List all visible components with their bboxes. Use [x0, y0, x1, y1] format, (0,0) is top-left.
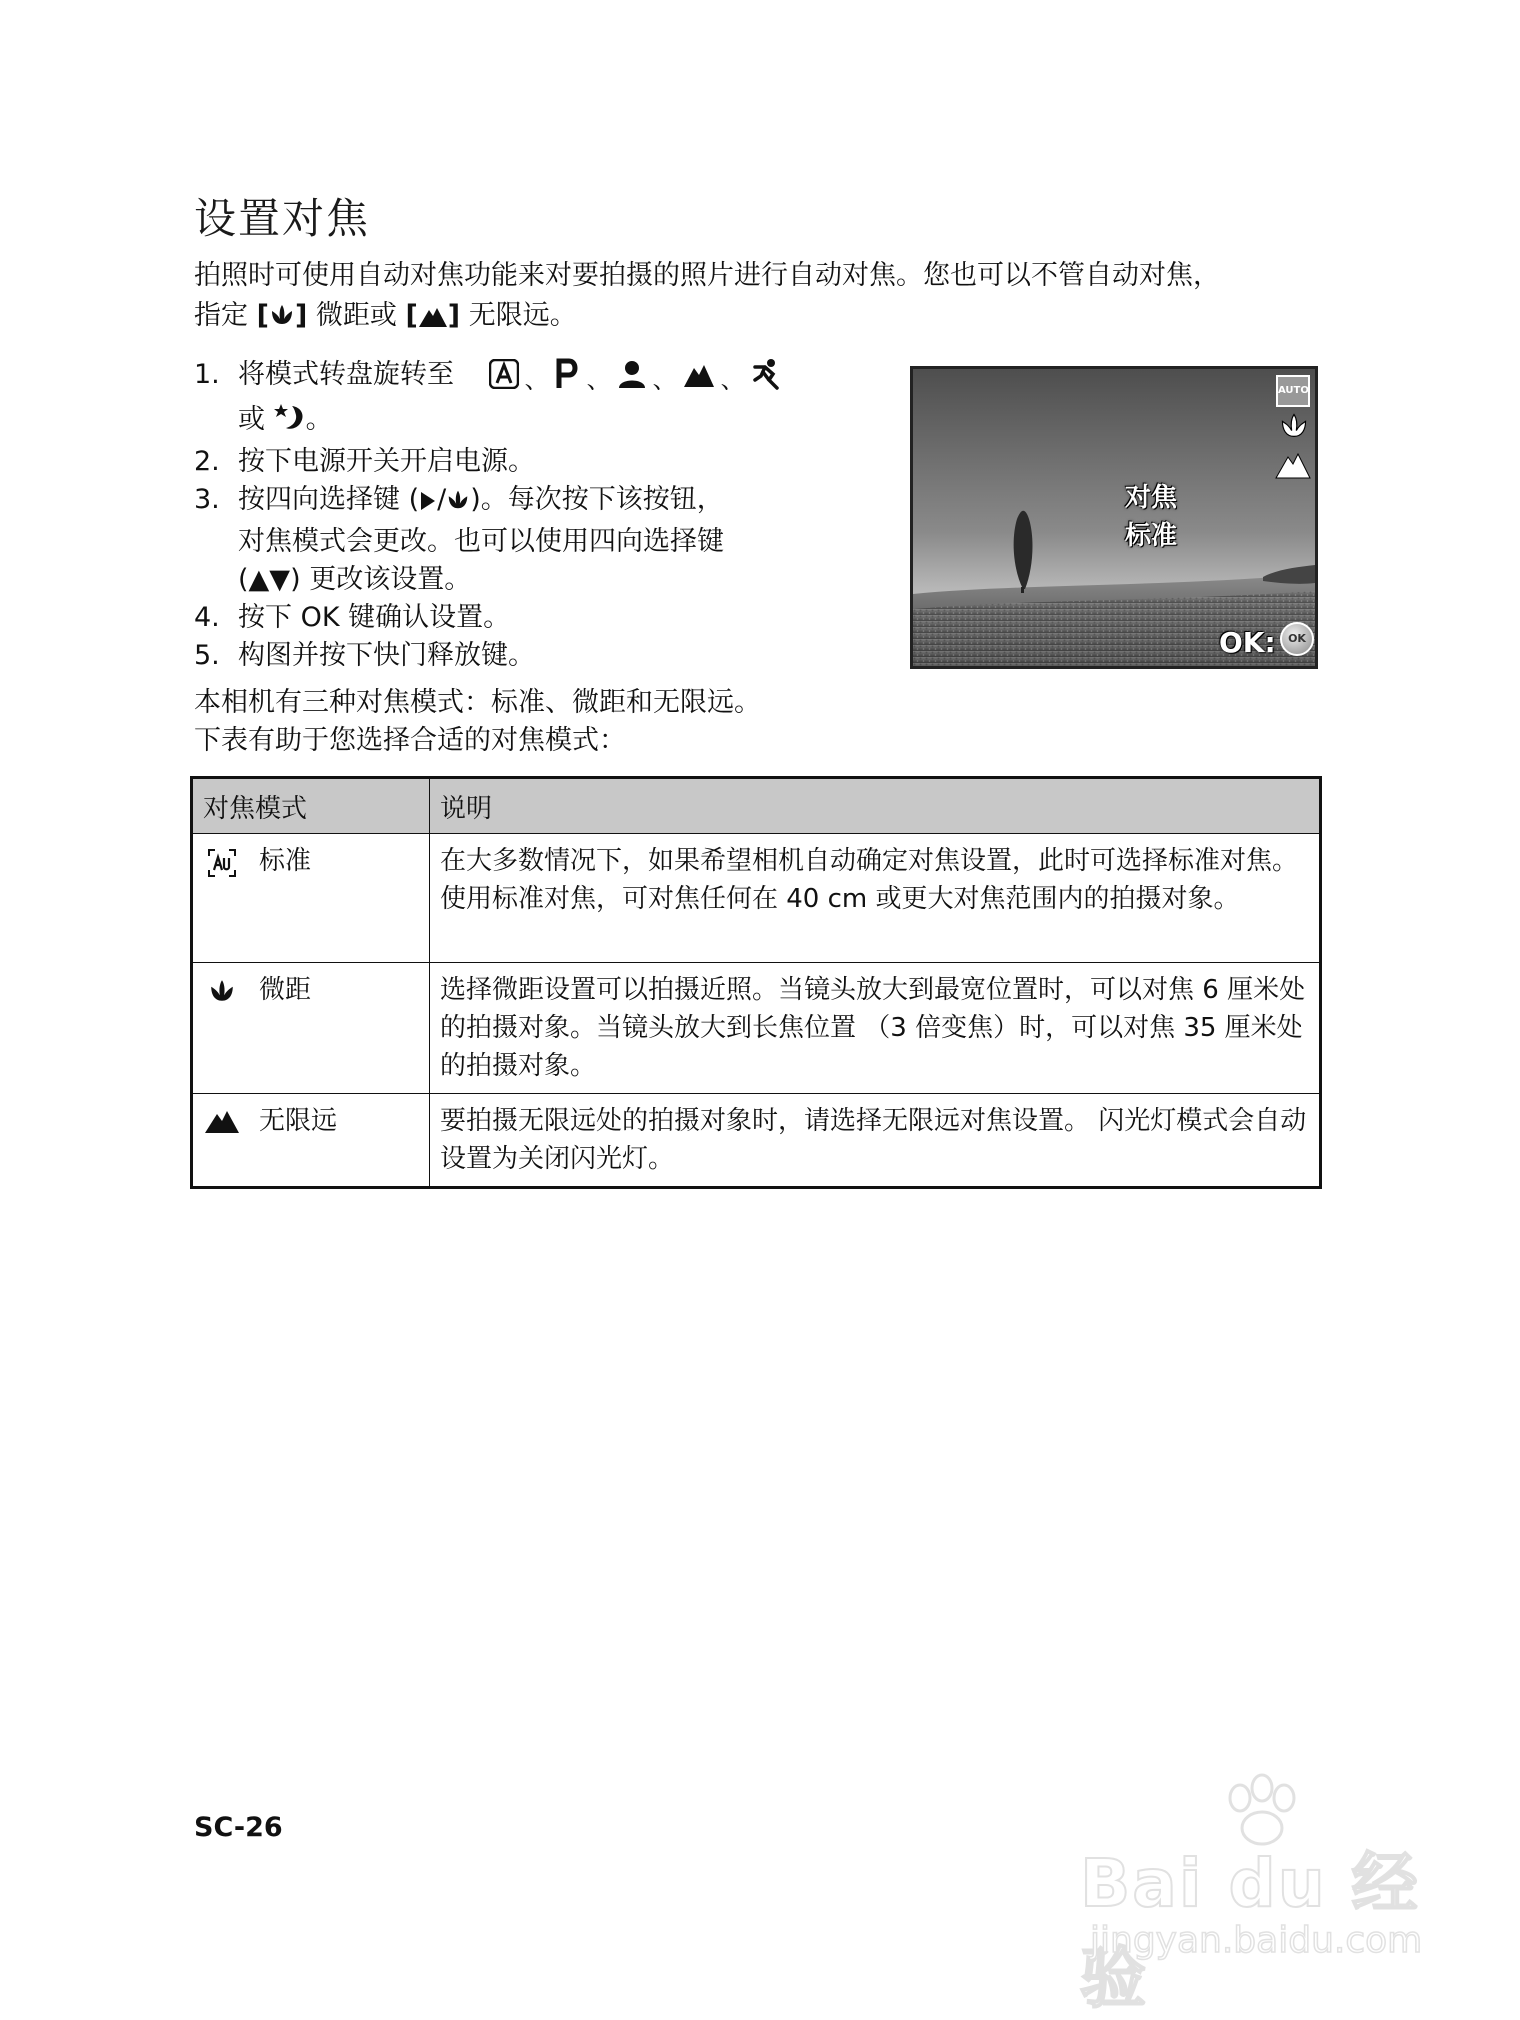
table-row [192, 834, 1321, 963]
intro-line-2 [194, 296, 1334, 340]
mode-icons [489, 358, 781, 401]
step-2-text: 按下电源开关开启电源。 [238, 446, 535, 477]
infinity-mountain-icon [203, 1102, 241, 1134]
paren-open: ( [238, 564, 249, 595]
bracket-close: ] [294, 300, 308, 331]
steps-list [194, 356, 894, 675]
intro-prefix: 指定 [194, 300, 257, 331]
step-3-line-2: 对焦模式会更改。也可以使用四向选择键 [238, 526, 724, 557]
camera-lcd-preview [910, 366, 1318, 669]
mode-description: 在大多数情况下，如果希望相机自动确定对焦设置，此时可选择标准对焦。使用标准对焦，可对焦任何在 40 cm 或更大对焦范围内的拍摄对象。 [430, 834, 1321, 963]
step-number: 4. [194, 602, 220, 633]
mode-name: 微距 [259, 975, 312, 1005]
separator: 、 [720, 365, 745, 394]
step-1-end: 。 [305, 404, 333, 435]
step-number: 1. [194, 359, 220, 390]
table-header-row [192, 778, 1321, 834]
bracket-open: [ [256, 300, 269, 331]
night-mode-icon [274, 402, 306, 443]
intro-suffix: 无限远。 [460, 300, 577, 331]
bracket-open-2: [ [405, 300, 418, 331]
page-title: 设置对焦 [194, 194, 371, 243]
step-1-text: 将模式转盘旋转至 [238, 359, 454, 390]
summary-line-1: 本相机有三种对焦模式：标准、微距和无限远。 [194, 687, 761, 718]
landscape-mode-icon [683, 360, 715, 399]
focus-mode-table [190, 776, 1322, 1189]
mode-description: 选择微距设置可以拍摄近照。当镜头放大到最宽位置时，可以对焦 6 厘米处的拍摄对象。当镜头放大到长焦位置 （3 倍变焦）时，可以对焦 35 厘米处的拍摄对象。 [430, 963, 1321, 1094]
step-number: 3. [194, 484, 220, 515]
macro-icon [1279, 411, 1309, 441]
step-5 [194, 637, 894, 675]
separator: 、 [652, 365, 677, 394]
step-number: 2. [194, 446, 220, 477]
portrait-mode-icon [617, 359, 647, 400]
mode-name: 标准 [259, 846, 312, 876]
slash: / [437, 484, 447, 515]
intro-macro-text: 微距或 [307, 300, 406, 331]
separator: 、 [524, 365, 549, 394]
table-row [192, 963, 1321, 1094]
auto-focus-icon [203, 842, 241, 878]
sports-mode-icon [751, 358, 781, 401]
ok-button-icon: OK [1280, 622, 1314, 656]
step-3 [194, 481, 894, 599]
ok-label: OK: [1219, 626, 1276, 659]
watermark-main: Bai du 经验 [1080, 1845, 1420, 2017]
auto-focus-badge: AUTO [1276, 375, 1310, 407]
macro-icon [203, 971, 241, 1005]
step-1-or: 或 [238, 404, 265, 435]
table-row [192, 1094, 1321, 1188]
step-2 [194, 443, 894, 481]
macro-icon [446, 485, 470, 523]
mode-description: 要拍摄无限远处的拍摄对象时，请选择无限远对焦设置。 闪光灯模式会自动设置为关闭闪光灯。 [430, 1094, 1321, 1188]
step-3-text-a: 按四向选择键 ( [238, 484, 420, 515]
mountain-icon [418, 300, 448, 340]
lcd-overlay-line-1: 对焦 [1124, 483, 1177, 513]
watermark-url: jingyan.baidu.com [1090, 1920, 1423, 1961]
mountain-icon [1275, 449, 1311, 479]
header-description: 说明 [430, 778, 1321, 834]
mode-name: 无限远 [259, 1106, 338, 1136]
step-3-text-b: )。每次按下该按钮， [470, 484, 724, 515]
step-1 [194, 356, 894, 443]
step-number: 5. [194, 640, 220, 671]
step-4-text: 按下 OK 键确认设置。 [238, 602, 511, 633]
lcd-overlay-line-2: 标准 [1124, 521, 1177, 551]
page-number: SC-26 [194, 1812, 283, 1843]
macro-icon [269, 300, 295, 340]
summary-line-2: 下表有助于您选择合适的对焦模式： [194, 725, 626, 756]
baidu-watermark [1050, 1770, 1430, 2017]
intro-line-1: 拍照时可使用自动对焦功能来对要拍摄的照片进行自动对焦。您也可以不管自动对焦， [194, 260, 1220, 291]
header-focus-mode: 对焦模式 [192, 778, 430, 834]
program-mode-icon [555, 358, 581, 401]
separator: 、 [586, 365, 611, 394]
summary-paragraph [194, 684, 894, 760]
right-arrow-icon [419, 485, 437, 523]
step-4 [194, 599, 894, 637]
bracket-close-2: ] [447, 300, 461, 331]
up-down-arrows: ▲▼ [248, 564, 291, 595]
auto-mode-icon [489, 359, 519, 400]
intro-paragraph [194, 256, 1334, 340]
step-3-line-3: ) 更改该设置。 [290, 564, 472, 595]
step-5-text: 构图并按下快门释放键。 [238, 640, 535, 671]
